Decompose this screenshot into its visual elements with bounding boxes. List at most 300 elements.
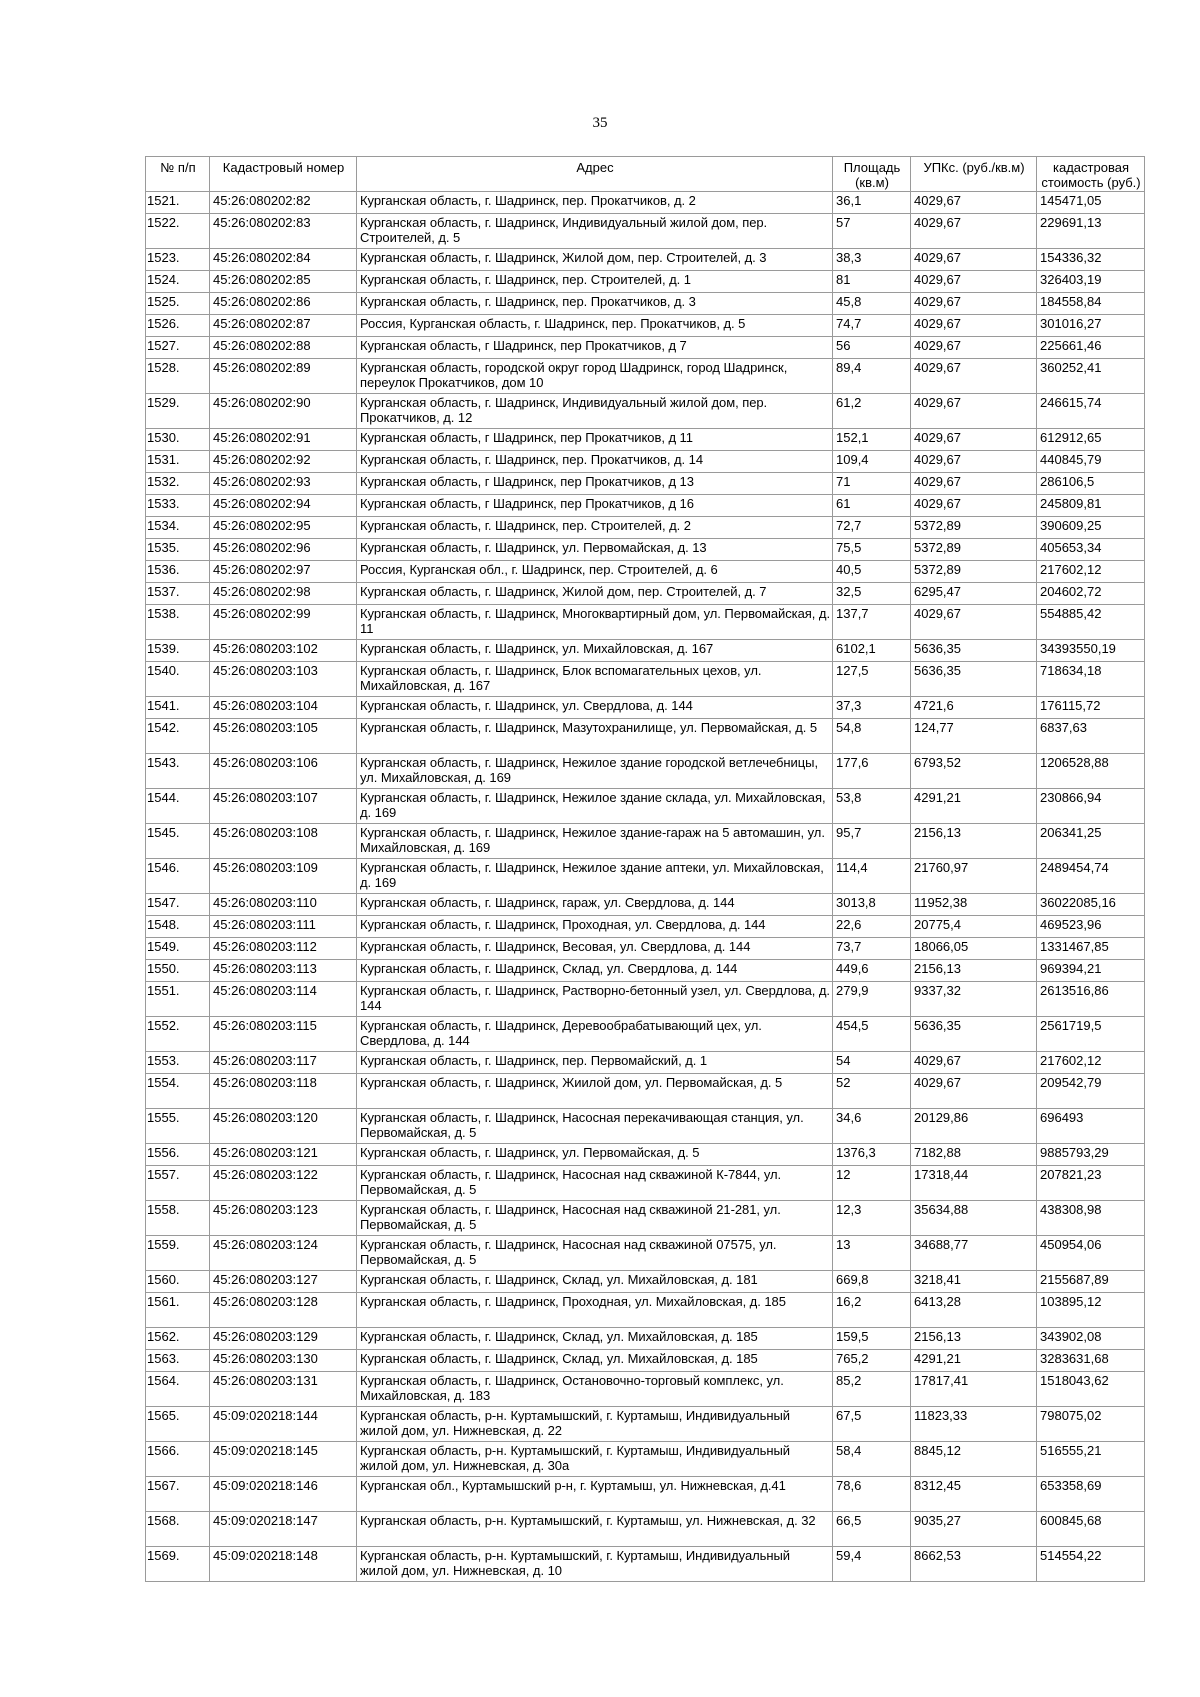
address: Курганская область, г. Шадринск, Жиилой дом, ул. Первомайская, д. 5 — [357, 1074, 833, 1109]
cadastral-number: 45:26:080203:121 — [210, 1144, 357, 1166]
cadastral-value: 225661,46 — [1037, 337, 1145, 359]
upks: 7182,88 — [911, 1144, 1037, 1166]
upks: 4029,67 — [911, 249, 1037, 271]
address: Курганская область, г. Шадринск, ул. Первомайская, д. 13 — [357, 539, 833, 561]
cadastral-value: 145471,05 — [1037, 192, 1145, 214]
upks: 21760,97 — [911, 859, 1037, 894]
address: Курганская область, г. Шадринск, пер. Строителей, д. 2 — [357, 517, 833, 539]
cadastral-number: 45:09:020218:146 — [210, 1477, 357, 1512]
row-number: 1527. — [146, 337, 210, 359]
upks: 4029,67 — [911, 394, 1037, 429]
cadastral-value: 514554,22 — [1037, 1547, 1145, 1582]
area: 3013,8 — [833, 894, 911, 916]
cadastral-value: 343902,08 — [1037, 1328, 1145, 1350]
upks: 9035,27 — [911, 1512, 1037, 1547]
upks: 20129,86 — [911, 1109, 1037, 1144]
cadastral-number: 45:26:080202:90 — [210, 394, 357, 429]
row-number: 1548. — [146, 916, 210, 938]
cadastral-value: 438308,98 — [1037, 1201, 1145, 1236]
area: 40,5 — [833, 561, 911, 583]
cadastral-number: 45:26:080203:128 — [210, 1293, 357, 1328]
row-number: 1553. — [146, 1052, 210, 1074]
row-number: 1545. — [146, 824, 210, 859]
table-row — [146, 214, 1145, 249]
area: 16,2 — [833, 1293, 911, 1328]
upks: 17318,44 — [911, 1166, 1037, 1201]
cadastral-number: 45:26:080203:120 — [210, 1109, 357, 1144]
cadastral-number: 45:26:080202:83 — [210, 214, 357, 249]
table-row — [146, 938, 1145, 960]
table-row — [146, 916, 1145, 938]
address: Курганская область, г. Шадринск, Индивидуальный жилой дом, пер. Прокатчиков, д. 12 — [357, 394, 833, 429]
row-number: 1560. — [146, 1271, 210, 1293]
row-number: 1539. — [146, 640, 210, 662]
upks: 17817,41 — [911, 1372, 1037, 1407]
table-row — [146, 640, 1145, 662]
address: Курганская область, г. Шадринск, Нежилое здание-гараж на 5 автомашин, ул. Михайловская, д. 169 — [357, 824, 833, 859]
address: Курганская область, г. Шадринск, пер. Первомайский, д. 1 — [357, 1052, 833, 1074]
area: 454,5 — [833, 1017, 911, 1052]
upks: 4029,67 — [911, 1074, 1037, 1109]
cadastral-value: 34393550,19 — [1037, 640, 1145, 662]
address: Курганская область, г. Шадринск, Деревообрабатывающий цех, ул. Свердлова, д. 144 — [357, 1017, 833, 1052]
upks: 2156,13 — [911, 1328, 1037, 1350]
row-number: 1550. — [146, 960, 210, 982]
cadastral-value: 204602,72 — [1037, 583, 1145, 605]
table-row — [146, 394, 1145, 429]
cadastral-number: 45:26:080203:117 — [210, 1052, 357, 1074]
row-number: 1531. — [146, 451, 210, 473]
address: Курганская область, г. Шадринск, Склад, ул. Михайловская, д. 185 — [357, 1350, 833, 1372]
cadastral-number: 45:26:080203:111 — [210, 916, 357, 938]
cadastral-value: 103895,12 — [1037, 1293, 1145, 1328]
cadastral-value: 209542,79 — [1037, 1074, 1145, 1109]
area: 669,8 — [833, 1271, 911, 1293]
address: Курганская область, г. Шадринск, пер. Строителей, д. 1 — [357, 271, 833, 293]
area: 22,6 — [833, 916, 911, 938]
area: 61,2 — [833, 394, 911, 429]
table-row — [146, 192, 1145, 214]
area: 75,5 — [833, 539, 911, 561]
cadastral-value: 6837,63 — [1037, 719, 1145, 754]
row-number: 1556. — [146, 1144, 210, 1166]
area: 57 — [833, 214, 911, 249]
address: Курганская область, г Шадринск, пер Прокатчиков, д 11 — [357, 429, 833, 451]
row-number: 1558. — [146, 1201, 210, 1236]
table-row — [146, 271, 1145, 293]
cadastral-number: 45:26:080202:96 — [210, 539, 357, 561]
upks: 4029,67 — [911, 473, 1037, 495]
upks: 34688,77 — [911, 1236, 1037, 1271]
row-number: 1563. — [146, 1350, 210, 1372]
table-row — [146, 293, 1145, 315]
cadastral-value: 696493 — [1037, 1109, 1145, 1144]
cadastral-number: 45:26:080203:103 — [210, 662, 357, 697]
table-row — [146, 337, 1145, 359]
upks: 4721,6 — [911, 697, 1037, 719]
cadastral-value: 229691,13 — [1037, 214, 1145, 249]
cadastral-number: 45:26:080203:131 — [210, 1372, 357, 1407]
row-number: 1522. — [146, 214, 210, 249]
table-row — [146, 539, 1145, 561]
table-row — [146, 517, 1145, 539]
upks: 6413,28 — [911, 1293, 1037, 1328]
row-number: 1568. — [146, 1512, 210, 1547]
address: Россия, Курганская обл., г. Шадринск, пер. Строителей, д. 6 — [357, 561, 833, 583]
address: Курганская область, г. Шадринск, Блок вспомагательных цехов, ул. Михайловская, д. 167 — [357, 662, 833, 697]
area: 52 — [833, 1074, 911, 1109]
row-number: 1538. — [146, 605, 210, 640]
cadastral-number: 45:26:080202:88 — [210, 337, 357, 359]
area: 152,1 — [833, 429, 911, 451]
address: Курганская область, р-н. Куртамышский, г. Куртамыш, Индивидуальный жилой дом, ул. Нижневская, д. 22 — [357, 1407, 833, 1442]
header-no: № п/п — [146, 157, 210, 192]
upks: 4029,67 — [911, 192, 1037, 214]
address: Курганская область, г. Шадринск, Многоквартирный дом, ул. Первомайская, д. 11 — [357, 605, 833, 640]
area: 34,6 — [833, 1109, 911, 1144]
upks: 4029,67 — [911, 605, 1037, 640]
address: Курганская обл., Куртамышский р-н, г. Куртамыш, ул. Нижневская, д.41 — [357, 1477, 833, 1512]
row-number: 1529. — [146, 394, 210, 429]
row-number: 1565. — [146, 1407, 210, 1442]
area: 765,2 — [833, 1350, 911, 1372]
area: 38,3 — [833, 249, 911, 271]
row-number: 1526. — [146, 315, 210, 337]
row-number: 1542. — [146, 719, 210, 754]
upks: 35634,88 — [911, 1201, 1037, 1236]
cadastral-number: 45:26:080202:91 — [210, 429, 357, 451]
address: Курганская область, г. Шадринск, Нежилое здание городской ветлечебницы, ул. Михайловская, д. 169 — [357, 754, 833, 789]
cadastral-value: 9885793,29 — [1037, 1144, 1145, 1166]
table-row — [146, 1074, 1145, 1109]
address: Курганская область, р-н. Куртамышский, г. Куртамыш, ул. Нижневская, д. 32 — [357, 1512, 833, 1547]
cadastral-value: 612912,65 — [1037, 429, 1145, 451]
address: Курганская область, г. Шадринск, Насосная над скважиной 07575, ул. Первомайская, д. 5 — [357, 1236, 833, 1271]
area: 13 — [833, 1236, 911, 1271]
upks: 4029,67 — [911, 1052, 1037, 1074]
cadastral-value: 2561719,5 — [1037, 1017, 1145, 1052]
cadastral-value: 390609,25 — [1037, 517, 1145, 539]
cadastral-number: 45:26:080203:104 — [210, 697, 357, 719]
table-row — [146, 605, 1145, 640]
row-number: 1564. — [146, 1372, 210, 1407]
row-number: 1567. — [146, 1477, 210, 1512]
cadastral-value: 301016,27 — [1037, 315, 1145, 337]
row-number: 1528. — [146, 359, 210, 394]
cadastral-number: 45:26:080202:93 — [210, 473, 357, 495]
upks: 4029,67 — [911, 293, 1037, 315]
table-row — [146, 754, 1145, 789]
address: Курганская область, г. Шадринск, ул. Свердлова, д. 144 — [357, 697, 833, 719]
area: 177,6 — [833, 754, 911, 789]
cadastral-number: 45:09:020218:144 — [210, 1407, 357, 1442]
table-row — [146, 1017, 1145, 1052]
address: Россия, Курганская область, г. Шадринск, пер. Прокатчиков, д. 5 — [357, 315, 833, 337]
area: 127,5 — [833, 662, 911, 697]
cadastral-number: 45:26:080203:107 — [210, 789, 357, 824]
row-number: 1551. — [146, 982, 210, 1017]
upks: 6793,52 — [911, 754, 1037, 789]
cadastral-number: 45:26:080203:108 — [210, 824, 357, 859]
address: Курганская область, г. Шадринск, ул. Михайловская, д. 167 — [357, 640, 833, 662]
cadastral-number: 45:26:080202:82 — [210, 192, 357, 214]
upks: 2156,13 — [911, 824, 1037, 859]
table-row — [146, 1372, 1145, 1407]
area: 59,4 — [833, 1547, 911, 1582]
cadastral-value: 176115,72 — [1037, 697, 1145, 719]
table-row — [146, 982, 1145, 1017]
area: 279,9 — [833, 982, 911, 1017]
row-number: 1541. — [146, 697, 210, 719]
table-row — [146, 1271, 1145, 1293]
cadastral-number: 45:26:080202:84 — [210, 249, 357, 271]
upks: 11823,33 — [911, 1407, 1037, 1442]
row-number: 1566. — [146, 1442, 210, 1477]
cadastral-number: 45:26:080202:89 — [210, 359, 357, 394]
upks: 5372,89 — [911, 561, 1037, 583]
area: 37,3 — [833, 697, 911, 719]
cadastral-value: 554885,42 — [1037, 605, 1145, 640]
cadastral-value: 2489454,74 — [1037, 859, 1145, 894]
table-row — [146, 1512, 1145, 1547]
cadastral-value: 36022085,16 — [1037, 894, 1145, 916]
upks: 8312,45 — [911, 1477, 1037, 1512]
table-row — [146, 1144, 1145, 1166]
upks: 8845,12 — [911, 1442, 1037, 1477]
row-number: 1554. — [146, 1074, 210, 1109]
area: 6102,1 — [833, 640, 911, 662]
address: Курганская область, г. Шадринск, Мазутохранилище, ул. Первомайская, д. 5 — [357, 719, 833, 754]
cadastral-number: 45:26:080202:87 — [210, 315, 357, 337]
cadastral-number: 45:26:080202:86 — [210, 293, 357, 315]
row-number: 1537. — [146, 583, 210, 605]
address: Курганская область, г. Шадринск, Склад, ул. Михайловская, д. 181 — [357, 1271, 833, 1293]
row-number: 1562. — [146, 1328, 210, 1350]
header-upks: УПКс. (руб./кв.м) — [911, 157, 1037, 192]
row-number: 1532. — [146, 473, 210, 495]
area: 95,7 — [833, 824, 911, 859]
area: 1376,3 — [833, 1144, 911, 1166]
cadastral-value: 245809,81 — [1037, 495, 1145, 517]
table-row — [146, 662, 1145, 697]
table-row — [146, 1236, 1145, 1271]
area: 58,4 — [833, 1442, 911, 1477]
address: Курганская область, г. Шадринск, Нежилое здание аптеки, ул. Михайловская, д. 169 — [357, 859, 833, 894]
cadastral-value: 2613516,86 — [1037, 982, 1145, 1017]
table-row — [146, 1052, 1145, 1074]
cadastral-value: 798075,02 — [1037, 1407, 1145, 1442]
upks: 124,77 — [911, 719, 1037, 754]
cadastral-number: 45:26:080202:92 — [210, 451, 357, 473]
cadastral-number: 45:26:080202:85 — [210, 271, 357, 293]
upks: 5636,35 — [911, 640, 1037, 662]
table-row — [146, 1350, 1145, 1372]
address: Курганская область, г. Шадринск, ул. Первомайская, д. 5 — [357, 1144, 833, 1166]
address: Курганская область, г Шадринск, пер Прокатчиков, д 13 — [357, 473, 833, 495]
row-number: 1552. — [146, 1017, 210, 1052]
row-number: 1521. — [146, 192, 210, 214]
cadastral-number: 45:26:080203:112 — [210, 938, 357, 960]
upks: 6295,47 — [911, 583, 1037, 605]
cadastral-value: 184558,84 — [1037, 293, 1145, 315]
table-row — [146, 1109, 1145, 1144]
address: Курганская область, г. Шадринск, Проходная, ул. Михайловская, д. 185 — [357, 1293, 833, 1328]
area: 71 — [833, 473, 911, 495]
cadastral-number: 45:09:020218:148 — [210, 1547, 357, 1582]
table-row — [146, 583, 1145, 605]
table-header-row — [146, 157, 1145, 192]
row-number: 1555. — [146, 1109, 210, 1144]
cadastral-number: 45:26:080203:106 — [210, 754, 357, 789]
cadastral-value: 246615,74 — [1037, 394, 1145, 429]
area: 12,3 — [833, 1201, 911, 1236]
area: 137,7 — [833, 605, 911, 640]
header-cadastral-value: кадастровая стоимость (руб.) — [1037, 157, 1145, 192]
upks: 4029,67 — [911, 214, 1037, 249]
area: 12 — [833, 1166, 911, 1201]
cadastral-value: 217602,12 — [1037, 1052, 1145, 1074]
table-row — [146, 249, 1145, 271]
address: Курганская область, г. Шадринск, Индивидуальный жилой дом, пер. Строителей, д. 5 — [357, 214, 833, 249]
table-row — [146, 1477, 1145, 1512]
cadastral-value: 2155687,89 — [1037, 1271, 1145, 1293]
area: 72,7 — [833, 517, 911, 539]
cadastral-value: 600845,68 — [1037, 1512, 1145, 1547]
area: 45,8 — [833, 293, 911, 315]
table-row — [146, 1547, 1145, 1582]
area: 32,5 — [833, 583, 911, 605]
address: Курганская область, г. Шадринск, гараж, ул. Свердлова, д. 144 — [357, 894, 833, 916]
cadastral-value: 3283631,68 — [1037, 1350, 1145, 1372]
table-row — [146, 697, 1145, 719]
upks: 4029,67 — [911, 451, 1037, 473]
address: Курганская область, г. Шадринск, Растворно-бетонный узел, ул. Свердлова, д. 144 — [357, 982, 833, 1017]
upks: 3218,41 — [911, 1271, 1037, 1293]
area: 53,8 — [833, 789, 911, 824]
upks: 4291,21 — [911, 789, 1037, 824]
cadastral-number: 45:26:080202:95 — [210, 517, 357, 539]
page-number: 35 — [592, 115, 608, 131]
area: 74,7 — [833, 315, 911, 337]
upks: 2156,13 — [911, 960, 1037, 982]
cadastral-number: 45:26:080203:110 — [210, 894, 357, 916]
row-number: 1546. — [146, 859, 210, 894]
cadastral-number: 45:26:080203:115 — [210, 1017, 357, 1052]
cadastral-value: 286106,5 — [1037, 473, 1145, 495]
cadastral-value: 206341,25 — [1037, 824, 1145, 859]
cadastral-number: 45:26:080202:98 — [210, 583, 357, 605]
row-number: 1540. — [146, 662, 210, 697]
table-row — [146, 561, 1145, 583]
area: 73,7 — [833, 938, 911, 960]
area: 61 — [833, 495, 911, 517]
cadastral-value: 1206528,88 — [1037, 754, 1145, 789]
upks: 4029,67 — [911, 495, 1037, 517]
header-area: Площадь (кв.м) — [833, 157, 911, 192]
area: 56 — [833, 337, 911, 359]
cadastral-number: 45:26:080203:118 — [210, 1074, 357, 1109]
row-number: 1569. — [146, 1547, 210, 1582]
upks: 5372,89 — [911, 539, 1037, 561]
cadastral-value: 1331467,85 — [1037, 938, 1145, 960]
cadastral-number: 45:26:080203:122 — [210, 1166, 357, 1201]
table-row — [146, 1201, 1145, 1236]
row-number: 1523. — [146, 249, 210, 271]
address: Курганская область, г. Шадринск, Остановочно-торговый комплекс, ул. Михайловская, д. 183 — [357, 1372, 833, 1407]
table-row — [146, 359, 1145, 394]
area: 54 — [833, 1052, 911, 1074]
cadastral-number: 45:09:020218:147 — [210, 1512, 357, 1547]
address: Курганская область, г. Шадринск, пер. Прокатчиков, д. 3 — [357, 293, 833, 315]
cadastral-table — [145, 156, 1145, 1582]
area: 159,5 — [833, 1328, 911, 1350]
cadastral-number: 45:26:080202:97 — [210, 561, 357, 583]
address: Курганская область, г. Шадринск, Насосная над скважиной К-7844, ул. Первомайская, д. 5 — [357, 1166, 833, 1201]
table-row — [146, 894, 1145, 916]
address: Курганская область, г. Шадринск, Нежилое здание склада, ул. Михайловская, д. 169 — [357, 789, 833, 824]
row-number: 1536. — [146, 561, 210, 583]
cadastral-number: 45:26:080203:123 — [210, 1201, 357, 1236]
row-number: 1557. — [146, 1166, 210, 1201]
table-body — [146, 192, 1145, 1582]
address: Курганская область, г. Шадринск, Склад, ул. Свердлова, д. 144 — [357, 960, 833, 982]
address: Курганская область, г. Шадринск, Проходная, ул. Свердлова, д. 144 — [357, 916, 833, 938]
area: 36,1 — [833, 192, 911, 214]
header-cadastral-number: Кадастровый номер — [210, 157, 357, 192]
cadastral-value: 217602,12 — [1037, 561, 1145, 583]
upks: 4029,67 — [911, 271, 1037, 293]
area: 89,4 — [833, 359, 911, 394]
table-row — [146, 495, 1145, 517]
row-number: 1547. — [146, 894, 210, 916]
table-row — [146, 429, 1145, 451]
row-number: 1525. — [146, 293, 210, 315]
row-number: 1533. — [146, 495, 210, 517]
cadastral-number: 45:26:080203:113 — [210, 960, 357, 982]
cadastral-value: 360252,41 — [1037, 359, 1145, 394]
address: Курганская область, г. Шадринск, Жилой дом, пер. Строителей, д. 7 — [357, 583, 833, 605]
area: 67,5 — [833, 1407, 911, 1442]
cadastral-value: 969394,21 — [1037, 960, 1145, 982]
cadastral-number: 45:26:080203:130 — [210, 1350, 357, 1372]
table-row — [146, 473, 1145, 495]
row-number: 1543. — [146, 754, 210, 789]
cadastral-value: 207821,23 — [1037, 1166, 1145, 1201]
address: Курганская область, г. Шадринск, Склад, ул. Михайловская, д. 185 — [357, 1328, 833, 1350]
cadastral-value: 718634,18 — [1037, 662, 1145, 697]
cadastral-value: 1518043,62 — [1037, 1372, 1145, 1407]
table-row — [146, 1407, 1145, 1442]
address: Курганская область, г. Шадринск, пер. Прокатчиков, д. 14 — [357, 451, 833, 473]
cadastral-number: 45:26:080203:105 — [210, 719, 357, 754]
cadastral-value: 516555,21 — [1037, 1442, 1145, 1477]
cadastral-number: 45:26:080203:102 — [210, 640, 357, 662]
row-number: 1544. — [146, 789, 210, 824]
address: Курганская область, г. Шадринск, Насосная перекачивающая станция, ул. Первомайская, д. 5 — [357, 1109, 833, 1144]
row-number: 1561. — [146, 1293, 210, 1328]
table-row — [146, 1166, 1145, 1201]
upks: 5636,35 — [911, 1017, 1037, 1052]
upks: 5372,89 — [911, 517, 1037, 539]
cadastral-value: 326403,19 — [1037, 271, 1145, 293]
area: 114,4 — [833, 859, 911, 894]
cadastral-value: 440845,79 — [1037, 451, 1145, 473]
cadastral-value: 450954,06 — [1037, 1236, 1145, 1271]
upks: 5636,35 — [911, 662, 1037, 697]
area: 85,2 — [833, 1372, 911, 1407]
upks: 9337,32 — [911, 982, 1037, 1017]
upks: 4029,67 — [911, 429, 1037, 451]
